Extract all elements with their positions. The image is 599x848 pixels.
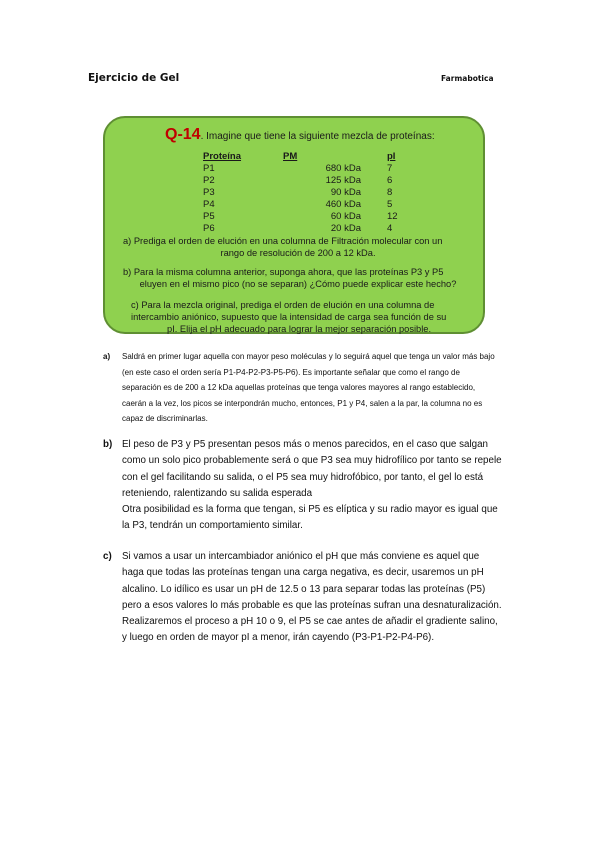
question-line: eluyen en el mismo pico (no se separan) ¿Cómo puede explicar este hecho? — [139, 279, 457, 289]
table-cell: 12 — [387, 211, 398, 222]
answer-b-paragraph: Otra posibilidad es la forma que tengan, si P5 es elíptica y su radio mayor es igual que la P3, tendrán un comportamiento similar. — [122, 504, 498, 532]
table-cell: 125 kDa — [325, 175, 361, 186]
table-cell: P2 — [203, 175, 215, 186]
table-cell: P5 — [203, 211, 215, 222]
answer-c — [103, 549, 503, 647]
question-line: intercambio aniónico, supuesto que la intensidad de carga sea función de su — [131, 312, 447, 322]
table-cell: 60 kDa — [330, 211, 361, 222]
table-cell: 460 kDa — [325, 199, 361, 210]
question-heading — [165, 126, 435, 144]
question-line: a) Prediga el orden de elución en una columna de Filtración molecular con un — [123, 236, 443, 246]
answer-c-text: Si vamos a usar un intercambiador aniónico el pH que más conviene es aquel que haga que todas las proteínas tengan una carga negativa, es decir, usaremos un pH alcalino. Lo idílico es usar un pH de 12.5 o 13 para separar todas las proteínas (P5) pero a esos valores lo más probable es que las proteínas sufran una desnaturalización. Realizaremos el proceso a pH 10 o 9, el P5 se cae antes de añadir el gradiente salino, y luego en orden de mayor pI a menor, irán cayendo (P3-P1-P2-P4-P6). — [122, 551, 502, 644]
question-part-b — [123, 266, 473, 290]
question-line: c) Para la mezcla original, prediga el orden de elución en una columna de — [131, 300, 435, 310]
table-cell: 20 kDa — [330, 223, 361, 234]
table-cell: P6 — [203, 223, 215, 234]
question-part-a — [123, 235, 473, 259]
question-line: pI. Elija el pH adecuado para lograr la mejor separación posible. — [166, 324, 432, 334]
answer-a-label: a) — [103, 352, 111, 361]
answer-c-label: c) — [103, 551, 112, 562]
answer-b-text — [122, 437, 503, 535]
question-line: b) Para la misma columna anterior, suponga ahora, que las proteínas P3 y P5 — [123, 267, 444, 277]
table-row — [203, 175, 447, 187]
question-number: Q-14 — [165, 126, 201, 143]
table-header-cell: pI — [387, 151, 396, 162]
table-row — [203, 211, 447, 223]
table-cell: 680 kDa — [325, 163, 361, 174]
question-box — [103, 116, 485, 334]
answer-a-text: Saldrá en primer lugar aquella con mayor peso moléculas y lo seguirá aquel que tenga un valor más bajo (en este caso el orden sería P1-P4-P2-P3-P5-P6). Es importante señalar que como el rango de separación es de 200 a 12 kDa aquellas proteínas que tenga valores mayores al rango establecido, caerán a la vez, los picos se interpondrán mucho, entonces, P1 y P4, salen a la par, la columna no es capaz de discriminarlas. — [122, 352, 495, 424]
table-header-row — [203, 151, 447, 163]
table-header-cell: PM — [283, 151, 298, 162]
table-row — [203, 223, 447, 235]
table-cell: P3 — [203, 187, 215, 198]
question-part-c — [131, 299, 467, 335]
answer-b — [103, 437, 503, 535]
answer-a — [103, 349, 495, 427]
table-cell: 90 kDa — [330, 187, 361, 198]
table-row — [203, 187, 447, 199]
table-row — [203, 199, 447, 211]
table-header-cell: Proteína — [203, 151, 242, 162]
answer-b-paragraph: El peso de P3 y P5 presentan pesos más o menos parecidos, en el caso que salgan como un solo pico probablemente será o que P3 sea muy hidrofílico por tanto se repele con el gel facilitando su salida, o el P5 sea muy hidrofóbico, por tanto, el gel lo está reteniendo, ralentizando su salida esperada — [122, 439, 502, 499]
question-prompt: . Imagine que tiene la siguiente mezcla de proteínas: — [200, 131, 435, 142]
header-title: Ejercicio de Gel — [88, 72, 180, 84]
question-line: rango de resolución de 200 a 12 kDa. — [220, 248, 376, 258]
answer-b-label: b) — [103, 439, 113, 450]
table-cell: 5 — [387, 199, 393, 210]
protein-table — [203, 151, 447, 235]
table-cell: P4 — [203, 199, 215, 210]
table-row — [203, 163, 447, 175]
table-cell: 8 — [387, 187, 393, 198]
header-subject: Farmabotica — [441, 74, 494, 83]
table-cell: 6 — [387, 175, 393, 186]
table-cell: 4 — [387, 223, 393, 234]
table-cell: 7 — [387, 163, 393, 174]
table-cell: P1 — [203, 163, 215, 174]
